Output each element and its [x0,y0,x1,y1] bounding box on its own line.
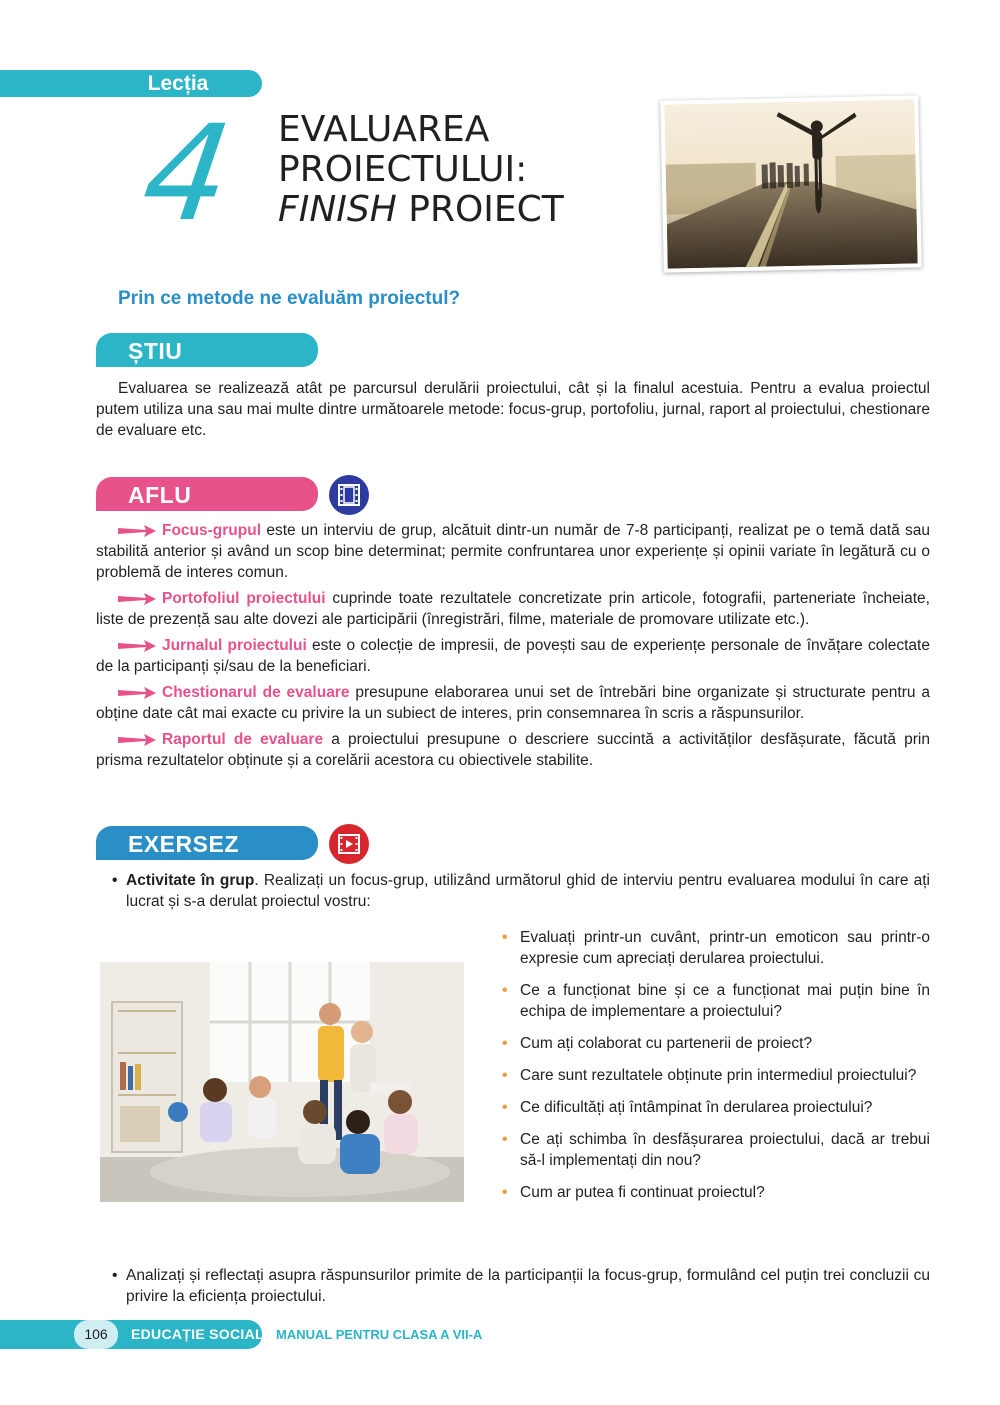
lesson-number: 4 [134,97,240,251]
section-tab-stiu: ȘTIU [96,333,318,367]
arrow-icon [118,640,156,652]
bullet-icon: • [502,1067,508,1084]
page-title [278,110,564,230]
question-text: Cum ar putea fi continuat proiectul? [520,1184,765,1201]
aflu-keyword: Portofoliul proiectului [162,590,326,607]
page-number: 106 [74,1320,118,1349]
activity-label: Activitate în grup [126,872,255,889]
bullet-icon: • [112,872,118,889]
bullet-icon: • [502,1035,508,1052]
aflu-text: presupune elaborarea unui set de întrebări bine organizate și structurate pentru a obține date cât mai exacte cu privire la un subiect de interes, prin consemnarea în scris a răspunsurilor. [96,684,930,722]
arrow-icon [118,734,156,746]
focus-group-photo [100,962,464,1202]
title-line-1: EVALUAREA [278,109,490,150]
footer-manual: MANUAL PENTRU CLASA A VII-A [276,1327,483,1342]
lesson-question: Prin ce metode ne evaluăm proiectul? [118,288,461,309]
aflu-item-chestionar [96,682,930,724]
list-item [500,1033,930,1054]
aflu-text: este o colecție de impresii, de povești sau de experiențe personale de învățare colectate de la participanți și/sau de la beneficiari. [96,637,930,675]
cyclist-photo [660,95,922,272]
list-item [500,927,930,969]
bullet-icon: • [502,1184,508,1201]
analysis-instruction [112,1265,930,1307]
bullet-icon: • [502,1131,508,1148]
arrow-icon [118,593,156,605]
film-icon [329,475,369,515]
footer-subject: EDUCAȚIE SOCIALĂ [131,1326,275,1342]
aflu-text: a proiectului presupune o descriere succintă a activităților desfășurate, făcută prin prisma rezultatelor obținute și a corelării acestora cu obiectivele stabilite. [96,731,930,769]
activity-instruction [112,870,930,912]
question-text: Evaluați printr-un cuvânt, printr-un emoticon sau printr-o expresie cum apreciați derularea proiectului. [520,929,930,967]
title-line-3 [278,190,564,230]
question-text: Cum ați colaborat cu partenerii de proiect? [520,1035,813,1052]
section-tab-aflu: AFLU [96,477,318,511]
aflu-keyword: Chestionarul de evaluare [162,684,350,701]
aflu-text: cuprinde toate rezultatele concretizate prin articole, fotografii, parteneriate încheiate, liste de prezență sau alte dovezi ale participării (înregistrări, filme, materiale de promovare utilizate etc.). [96,590,930,628]
section-tab-exersez: EXERSEZ [96,826,318,860]
aflu-item-portofoliu [96,588,930,630]
bullet-icon: • [502,982,508,999]
aflu-keyword: Raportul de evaluare [162,731,324,748]
lesson-tab [0,70,262,97]
activity-text: . Realizați un focus-grup, utilizând următorul ghid de interviu pentru evaluarea modului în care ați lucrat și s-a derulat proiectul vostru: [126,872,930,910]
title-line-2: PROIECTULUI: [278,149,528,190]
title-line-3-rest: PROIECT [396,189,564,230]
question-text: Ce dificultăți ați întâmpinat în derularea proiectului? [520,1099,873,1116]
aflu-item-jurnal [96,635,930,677]
list-item [500,1065,930,1086]
aflu-list [96,520,930,776]
list-item [500,980,930,1022]
question-text: Ce ați schimba în desfășurarea proiectului, dacă ar trebui să-l implementați din nou? [520,1131,930,1169]
analysis-text: Analizați și reflectați asupra răspunsurilor primite de la participanții la focus-grup, formulând cel puțin trei concluzii cu privire la eficiența proiectului. [126,1267,930,1305]
list-item [500,1129,930,1171]
title-italic-word: FINISH [278,189,397,230]
question-text: Ce a funcționat bine și ce a funcționat mai puțin bine în echipa de implementare a proiectului? [520,982,930,1020]
interview-guide-list [500,927,930,1214]
arrow-icon [118,687,156,699]
aflu-item-raport [96,729,930,771]
video-icon [329,824,369,864]
stiu-text: Evaluarea se realizează atât pe parcursul derulării proiectului, cât și la finalul acestuia. Pentru a evalua proiectul putem utiliza una sau mai multe dintre următoarele metode: focus-grup, portofoliu, jurnal, raport al proiectului, chestionare de evaluare etc. [96,380,930,439]
aflu-item-focus-grup [96,520,930,583]
aflu-keyword: Focus-grupul [162,522,262,539]
question-text: Care sunt rezultatele obținute prin intermediul proiectului? [520,1067,917,1084]
bullet-icon: • [502,1099,508,1116]
list-item [500,1182,930,1203]
list-item [500,1097,930,1118]
aflu-keyword: Jurnalul proiectului [162,637,307,654]
lesson-label: Lecția [147,72,209,95]
bullet-icon: • [112,1267,118,1284]
arrow-icon [118,525,156,537]
bullet-icon: • [502,929,508,946]
aflu-text: este un interviu de grup, alcătuit dintr-un număr de 7-8 participanți, realizat pe o temă dată sau stabilită anterior și având un scop bine determinat; permite confruntarea unor experiențe și opinii variate în legătură cu o problemă de interes comun. [96,522,930,581]
